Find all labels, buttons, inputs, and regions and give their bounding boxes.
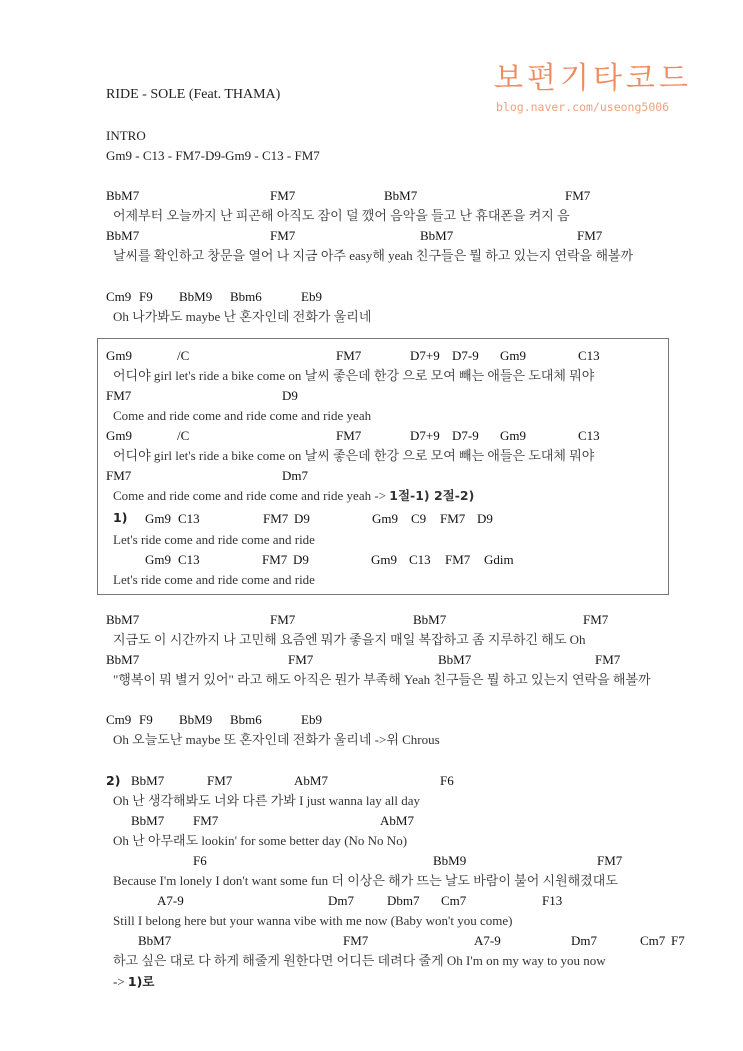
chord: BbM7: [420, 228, 454, 243]
chorus-line2-lyric: Come and ride come and ride come and ride yeah: [113, 408, 372, 423]
verse1-line1-lyric: 어제부터 오늘까지 난 피곤해 아직도 잠이 덜 깼어 음악을 들고 난 휴대폰을 켜지 음: [113, 208, 570, 223]
chord: Gm9: [106, 348, 132, 363]
prechorus1-lyric: Oh 나가봐도 maybe 난 혼자인데 전화가 울리네: [113, 309, 372, 324]
chord: FM7: [270, 612, 296, 627]
return-arrow: ->: [113, 974, 125, 989]
chord: Cm7: [640, 933, 666, 948]
chord: BbM7: [106, 188, 140, 203]
chord: FM7: [106, 388, 132, 403]
chord: FM7: [565, 188, 591, 203]
verse1-line2-lyric: 날씨를 확인하고 창문을 열어 나 지금 아주 easy해 yeah 친구들은 뭘 하고 있는지 연락을 해볼까: [113, 248, 634, 263]
chord: BbM7: [131, 813, 165, 828]
chord: Dm7: [328, 893, 354, 908]
chord: C13: [578, 348, 600, 363]
chord: D9: [282, 388, 298, 403]
chord: F6: [440, 773, 454, 788]
chord: FM7: [343, 933, 369, 948]
chord: FM7: [270, 228, 296, 243]
chord: D9: [293, 552, 309, 567]
chord: FM7: [445, 552, 471, 567]
ending1-label: 1): [113, 510, 128, 525]
chord: Gm9: [371, 552, 397, 567]
chord: BbM7: [413, 612, 447, 627]
return-note: 1)로: [127, 974, 155, 989]
chord: Eb9: [301, 289, 322, 304]
chord: C13: [178, 511, 200, 526]
chord: C13: [578, 428, 600, 443]
chord: FM7: [336, 348, 362, 363]
chord: FM7: [193, 813, 219, 828]
chord: BbM9: [433, 853, 467, 868]
chord: Gm9: [106, 428, 132, 443]
chord: Bbm6: [230, 289, 262, 304]
chord: FM7: [270, 188, 296, 203]
chord: FM7: [577, 228, 603, 243]
chord: Dbm7: [387, 893, 420, 908]
logo-text: 보편기타코드: [494, 61, 692, 96]
verse-ending-note: 1절-1) 2절-2): [389, 488, 475, 503]
chorus-line4-text: Come and ride come and ride come and ride yeah ->: [113, 488, 386, 503]
chord: D9: [294, 511, 310, 526]
chord: AbM7: [294, 773, 328, 788]
chord: Gm9: [372, 511, 398, 526]
chord: BbM9: [179, 712, 213, 727]
chord: Bbm6: [230, 712, 262, 727]
chord: Cm7: [441, 893, 467, 908]
chord: Dm7: [282, 468, 308, 483]
chord: F7: [671, 933, 685, 948]
chord: Dm7: [571, 933, 597, 948]
chord: D7-9: [452, 428, 479, 443]
ending2-line3-lyric: Because I'm lonely I don't want some fun 더 이상은 해가 뜨는 날도 바람이 불어 시원해졌대도: [113, 873, 618, 888]
chord: BbM7: [384, 188, 418, 203]
chord: A7-9: [474, 933, 501, 948]
chord: FM7: [595, 652, 621, 667]
chord: F6: [193, 853, 207, 868]
ending2-line2-lyric: Oh 난 아무래도 lookin' for some better day (No No No): [113, 833, 408, 848]
chord: D9: [477, 511, 493, 526]
verse2-line1-lyric: 지금도 이 시간까지 나 고민해 요즘엔 뭐가 좋을지 매일 복잡하고 좀 지루하긴 해도 Oh: [113, 632, 586, 647]
chord: /C: [177, 348, 190, 363]
chord: Gm9: [500, 428, 526, 443]
chord: D7+9: [410, 428, 440, 443]
chord: BbM7: [106, 228, 140, 243]
return-instruction: [113, 974, 154, 990]
chord: C13: [178, 552, 200, 567]
chord: C13: [409, 552, 431, 567]
chord: D7-9: [452, 348, 479, 363]
chord: FM7: [207, 773, 233, 788]
chord: D7+9: [410, 348, 440, 363]
chord: BbM7: [438, 652, 472, 667]
chord: Gm9: [145, 552, 171, 567]
song-title: RIDE - SOLE (Feat. THAMA): [106, 87, 281, 102]
logo-url: blog.naver.com/useong5006: [496, 100, 670, 114]
chorus-line3-lyric: 어디야 girl let's ride a bike come on 날씨 좋은데 한강 으로 모여 빼는 애들은 도대체 뭐야: [113, 448, 595, 463]
chord: /C: [177, 428, 190, 443]
chord: C9: [411, 511, 427, 526]
ending2-line1-lyric: Oh 난 생각해봐도 너와 다른 가봐 I just wanna lay all day: [113, 793, 421, 808]
verse2-line2-lyric: "행복이 뭐 별거 있어" 라고 해도 아직은 뭔가 부족해 Yeah 친구들은 뭘 하고 있는지 연락을 해볼까: [113, 672, 651, 687]
ending2-label: 2): [106, 773, 121, 788]
chord: FM7: [263, 511, 289, 526]
chord: Eb9: [301, 712, 322, 727]
intro-chords: Gm9 - C13 - FM7-D9-Gm9 - C13 - FM7: [106, 148, 320, 163]
chord: FM7: [262, 552, 288, 567]
ending1-line2-lyric: Let's ride come and ride come and ride: [113, 572, 315, 587]
chord: BbM7: [106, 652, 140, 667]
chord: FM7: [583, 612, 609, 627]
chord: Cm9: [106, 712, 132, 727]
chord: Gm9: [145, 511, 171, 526]
chorus-line1-lyric: 어디야 girl let's ride a bike come on 날씨 좋은데 한강 으로 모여 빼는 애들은 도대체 뭐야: [113, 368, 595, 383]
chord: F9: [139, 712, 153, 727]
chord: AbM7: [380, 813, 414, 828]
chord: FM7: [440, 511, 466, 526]
chord: Cm9: [106, 289, 132, 304]
chord: BbM7: [106, 612, 140, 627]
chord: F9: [139, 289, 153, 304]
ending1-line1-lyric: Let's ride come and ride come and ride: [113, 532, 315, 547]
chord: A7-9: [157, 893, 184, 908]
chord: FM7: [106, 468, 132, 483]
intro-label: INTRO: [106, 128, 146, 143]
chord: BbM9: [179, 289, 213, 304]
chord: FM7: [288, 652, 314, 667]
ending2-line4-lyric: Still I belong here but your wanna vibe with me now (Baby won't you come): [113, 913, 513, 928]
chord: Gm9: [500, 348, 526, 363]
prechorus2-lyric: Oh 오늘도난 maybe 또 혼자인데 전화가 울리네 ->위 Chrous: [113, 732, 440, 747]
chord: FM7: [336, 428, 362, 443]
chord: BbM7: [138, 933, 172, 948]
chord: Gdim: [484, 552, 514, 567]
chord: F13: [542, 893, 563, 908]
chord: FM7: [597, 853, 623, 868]
chorus-line4-lyric: [113, 488, 474, 504]
ending2-line5-lyric: 하고 싶은 대로 다 하게 해줄게 원한다면 어디든 데려다 줄게 Oh I'm on my way to you now: [113, 953, 606, 968]
chord: BbM7: [131, 773, 165, 788]
